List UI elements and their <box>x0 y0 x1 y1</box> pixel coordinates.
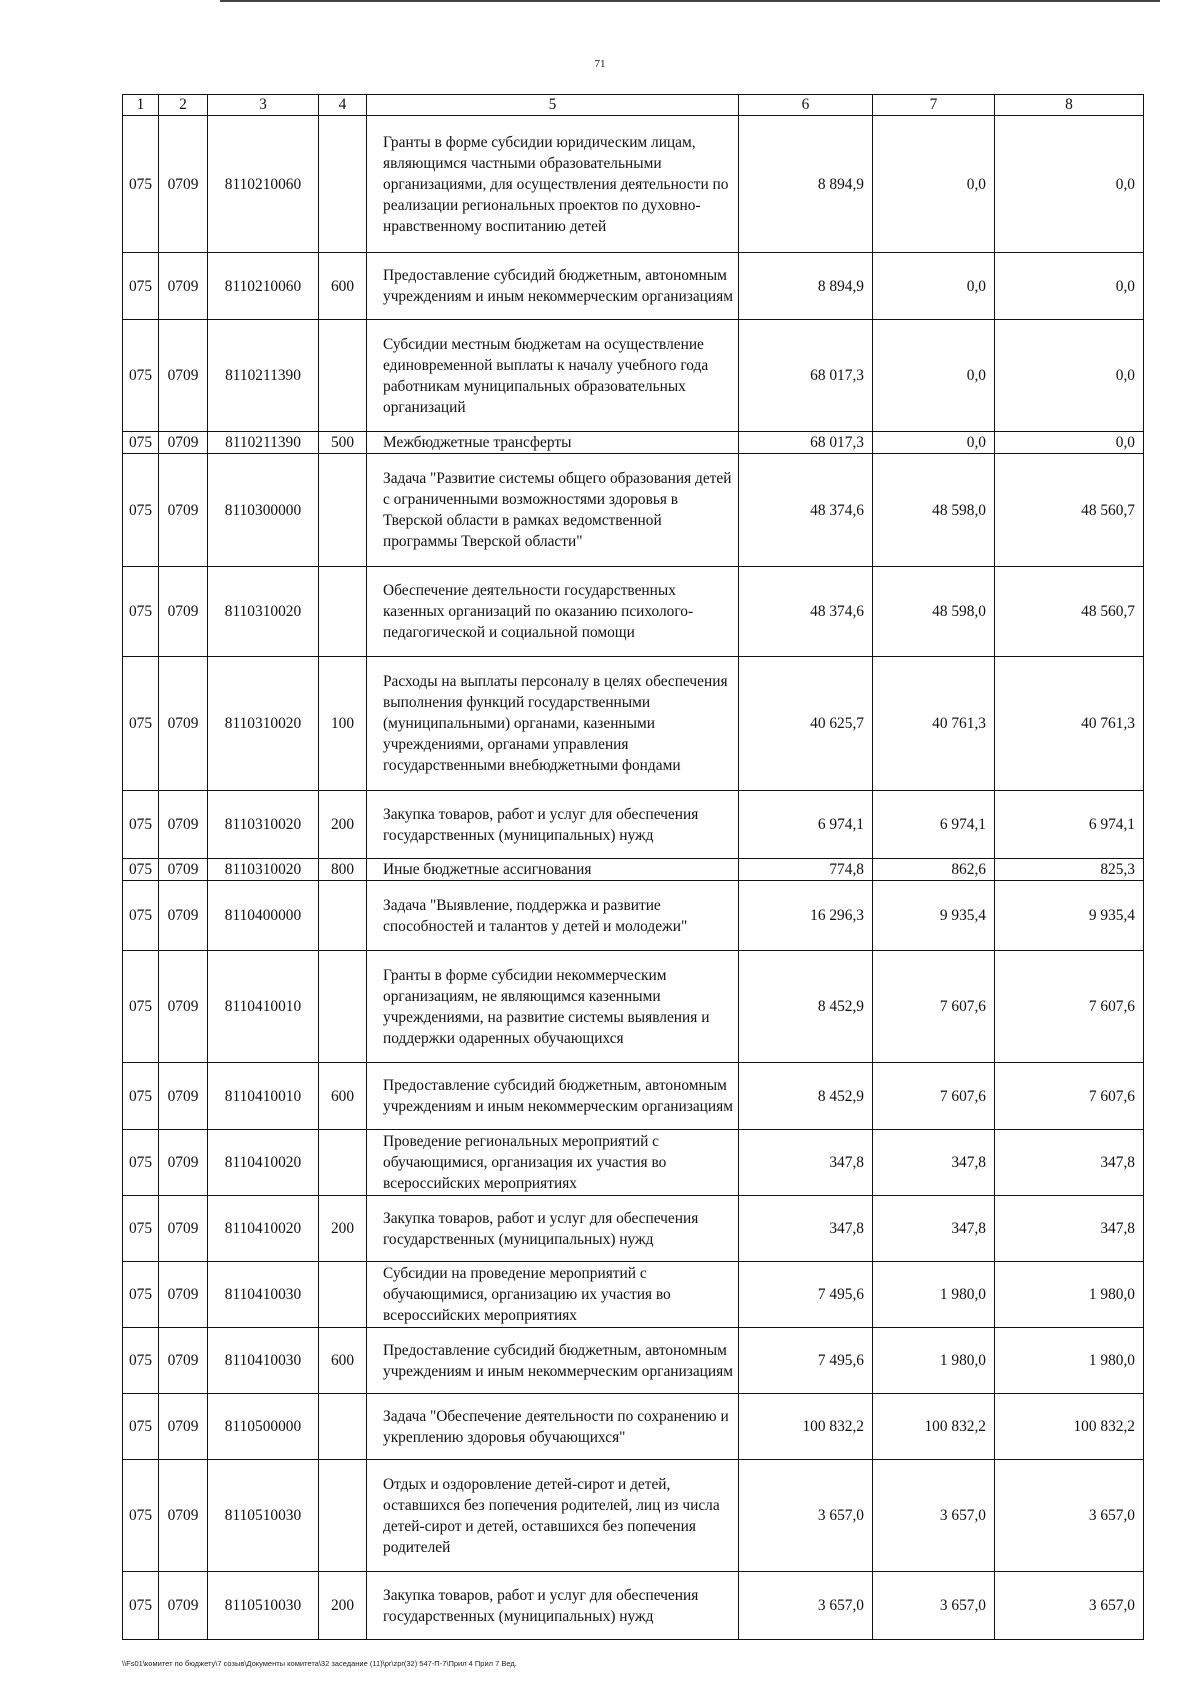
cell-description: Гранты в форме субсидии юридическим лицам, являющимся частными образовательными организациями, для осуществления деятельности по реализации региональных проектов по духовно-нравственному воспитанию детей <box>367 116 739 253</box>
cell-expense-type: 100 <box>319 657 367 791</box>
cell-description: Иные бюджетные ассигнования <box>367 859 739 881</box>
cell-amount-year2: 862,6 <box>873 859 995 881</box>
cell-admin-code: 075 <box>123 657 159 791</box>
cell-target-article: 8110500000 <box>208 1394 319 1460</box>
cell-description: Предоставление субсидий бюджетным, автономным учреждениям и иным некоммерческим организациям <box>367 1063 739 1130</box>
table-row <box>123 320 1144 432</box>
cell-description: Закупка товаров, работ и услуг для обеспечения государственных (муниципальных) нужд <box>367 791 739 859</box>
cell-admin-code: 075 <box>123 1328 159 1394</box>
cell-expense-type <box>319 320 367 432</box>
cell-amount-year2: 9 935,4 <box>873 881 995 951</box>
table-row <box>123 657 1144 791</box>
cell-section-code: 0709 <box>159 951 208 1063</box>
cell-description: Закупка товаров, работ и услуг для обеспечения государственных (муниципальных) нужд <box>367 1572 739 1640</box>
cell-section-code: 0709 <box>159 116 208 253</box>
cell-section-code: 0709 <box>159 454 208 567</box>
cell-section-code: 0709 <box>159 657 208 791</box>
cell-section-code: 0709 <box>159 1196 208 1262</box>
cell-admin-code: 075 <box>123 454 159 567</box>
cell-description: Предоставление субсидий бюджетным, автономным учреждениям и иным некоммерческим организациям <box>367 253 739 320</box>
budget-table <box>122 94 1144 1640</box>
table-row <box>123 116 1144 253</box>
cell-amount-year1: 48 374,6 <box>739 567 873 657</box>
cell-section-code: 0709 <box>159 1460 208 1572</box>
cell-amount-year3: 825,3 <box>995 859 1144 881</box>
cell-expense-type: 200 <box>319 791 367 859</box>
table-row <box>123 1572 1144 1640</box>
cell-admin-code: 075 <box>123 1572 159 1640</box>
cell-amount-year3: 347,8 <box>995 1196 1144 1262</box>
cell-description: Отдых и оздоровление детей-сирот и детей, оставшихся без попечения родителей, лиц из числа детей-сирот и детей, оставшихся без попечения родителей <box>367 1460 739 1572</box>
cell-amount-year1: 3 657,0 <box>739 1460 873 1572</box>
cell-admin-code: 075 <box>123 567 159 657</box>
cell-amount-year3: 0,0 <box>995 432 1144 454</box>
cell-section-code: 0709 <box>159 432 208 454</box>
cell-section-code: 0709 <box>159 567 208 657</box>
cell-amount-year1: 48 374,6 <box>739 454 873 567</box>
cell-amount-year3: 7 607,6 <box>995 1063 1144 1130</box>
cell-target-article: 8110410010 <box>208 1063 319 1130</box>
table-row <box>123 951 1144 1063</box>
cell-admin-code: 075 <box>123 881 159 951</box>
table-row <box>123 859 1144 881</box>
cell-description: Гранты в форме субсидии некоммерческим организациям, не являющимся казенными учреждениями, на развитие системы выявления и поддержки одаренных обучающихся <box>367 951 739 1063</box>
column-header: 2 <box>159 95 208 116</box>
table-row <box>123 253 1144 320</box>
cell-section-code: 0709 <box>159 253 208 320</box>
cell-section-code: 0709 <box>159 881 208 951</box>
cell-target-article: 8110410020 <box>208 1196 319 1262</box>
cell-amount-year2: 1 980,0 <box>873 1262 995 1328</box>
cell-expense-type <box>319 951 367 1063</box>
cell-admin-code: 075 <box>123 1063 159 1130</box>
table-row <box>123 1460 1144 1572</box>
cell-amount-year2: 0,0 <box>873 253 995 320</box>
cell-amount-year3: 1 980,0 <box>995 1328 1144 1394</box>
cell-amount-year3: 9 935,4 <box>995 881 1144 951</box>
cell-expense-type: 800 <box>319 859 367 881</box>
cell-description: Задача "Обеспечение деятельности по сохранению и укреплению здоровья обучающихся" <box>367 1394 739 1460</box>
cell-section-code: 0709 <box>159 1394 208 1460</box>
cell-amount-year1: 347,8 <box>739 1196 873 1262</box>
cell-admin-code: 075 <box>123 432 159 454</box>
column-header: 5 <box>367 95 739 116</box>
cell-target-article: 8110310020 <box>208 567 319 657</box>
column-header: 6 <box>739 95 873 116</box>
cell-expense-type: 600 <box>319 1328 367 1394</box>
cell-target-article: 8110310020 <box>208 791 319 859</box>
cell-section-code: 0709 <box>159 1063 208 1130</box>
cell-expense-type <box>319 881 367 951</box>
cell-amount-year2: 100 832,2 <box>873 1394 995 1460</box>
cell-amount-year3: 100 832,2 <box>995 1394 1144 1460</box>
cell-target-article: 8110510030 <box>208 1460 319 1572</box>
cell-amount-year2: 0,0 <box>873 116 995 253</box>
cell-amount-year2: 7 607,6 <box>873 1063 995 1130</box>
cell-amount-year1: 16 296,3 <box>739 881 873 951</box>
cell-amount-year2: 7 607,6 <box>873 951 995 1063</box>
cell-description: Проведение региональных мероприятий с обучающимися, организация их участия во всероссийских мероприятиях <box>367 1130 739 1196</box>
cell-target-article: 8110210060 <box>208 116 319 253</box>
cell-amount-year3: 0,0 <box>995 320 1144 432</box>
cell-target-article: 8110410030 <box>208 1262 319 1328</box>
cell-target-article: 8110400000 <box>208 881 319 951</box>
cell-section-code: 0709 <box>159 1130 208 1196</box>
cell-description: Закупка товаров, работ и услуг для обеспечения государственных (муниципальных) нужд <box>367 1196 739 1262</box>
cell-amount-year1: 347,8 <box>739 1130 873 1196</box>
cell-amount-year3: 0,0 <box>995 253 1144 320</box>
cell-amount-year2: 0,0 <box>873 320 995 432</box>
footer-file-path: \\Fs01\комитет по бюджету\7 созыв\Документы комитета\32 заседание (11)\pr\zpr(32) 547-П-7\Прил 4 Прил 7 Вед. <box>122 1659 517 1668</box>
table-row <box>123 1328 1144 1394</box>
cell-amount-year3: 347,8 <box>995 1130 1144 1196</box>
cell-expense-type: 200 <box>319 1572 367 1640</box>
cell-amount-year2: 48 598,0 <box>873 567 995 657</box>
cell-amount-year2: 6 974,1 <box>873 791 995 859</box>
cell-amount-year1: 8 894,9 <box>739 253 873 320</box>
cell-amount-year1: 8 452,9 <box>739 1063 873 1130</box>
cell-expense-type: 500 <box>319 432 367 454</box>
cell-expense-type <box>319 1130 367 1196</box>
table-row <box>123 454 1144 567</box>
cell-description: Субсидии местным бюджетам на осуществление единовременной выплаты к началу учебного года работникам муниципальных образовательных организаций <box>367 320 739 432</box>
cell-amount-year2: 1 980,0 <box>873 1328 995 1394</box>
cell-admin-code: 075 <box>123 1196 159 1262</box>
cell-admin-code: 075 <box>123 320 159 432</box>
table-row <box>123 432 1144 454</box>
cell-amount-year3: 48 560,7 <box>995 567 1144 657</box>
cell-admin-code: 075 <box>123 951 159 1063</box>
top-rule <box>220 0 1160 2</box>
cell-description: Задача "Развитие системы общего образования детей с ограниченными возможностями здоровья в Тверской области в рамках ведомственной программы Тверской области" <box>367 454 739 567</box>
cell-amount-year1: 7 495,6 <box>739 1328 873 1394</box>
cell-amount-year1: 68 017,3 <box>739 320 873 432</box>
cell-amount-year3: 3 657,0 <box>995 1460 1144 1572</box>
cell-admin-code: 075 <box>123 1460 159 1572</box>
cell-amount-year2: 347,8 <box>873 1196 995 1262</box>
cell-target-article: 8110211390 <box>208 432 319 454</box>
table-row <box>123 881 1144 951</box>
cell-expense-type <box>319 1460 367 1572</box>
cell-amount-year1: 100 832,2 <box>739 1394 873 1460</box>
cell-expense-type <box>319 1262 367 1328</box>
header-row <box>123 95 1144 116</box>
table-row <box>123 791 1144 859</box>
cell-amount-year2: 0,0 <box>873 432 995 454</box>
cell-section-code: 0709 <box>159 320 208 432</box>
cell-description: Субсидии на проведение мероприятий с обучающимися, организацию их участия во всероссийских мероприятиях <box>367 1262 739 1328</box>
cell-amount-year2: 40 761,3 <box>873 657 995 791</box>
column-header: 1 <box>123 95 159 116</box>
cell-admin-code: 075 <box>123 859 159 881</box>
cell-expense-type: 200 <box>319 1196 367 1262</box>
cell-amount-year3: 48 560,7 <box>995 454 1144 567</box>
cell-section-code: 0709 <box>159 859 208 881</box>
cell-description: Задача "Выявление, поддержка и развитие способностей и талантов у детей и молодежи" <box>367 881 739 951</box>
cell-target-article: 8110310020 <box>208 657 319 791</box>
cell-amount-year1: 40 625,7 <box>739 657 873 791</box>
cell-amount-year3: 6 974,1 <box>995 791 1144 859</box>
cell-expense-type <box>319 454 367 567</box>
table-row <box>123 1196 1144 1262</box>
cell-amount-year2: 48 598,0 <box>873 454 995 567</box>
cell-section-code: 0709 <box>159 791 208 859</box>
cell-amount-year2: 3 657,0 <box>873 1572 995 1640</box>
cell-target-article: 8110210060 <box>208 253 319 320</box>
cell-expense-type <box>319 567 367 657</box>
table-row <box>123 1262 1144 1328</box>
cell-admin-code: 075 <box>123 1130 159 1196</box>
table-row <box>123 1394 1144 1460</box>
cell-expense-type <box>319 1394 367 1460</box>
cell-target-article: 8110310020 <box>208 859 319 881</box>
cell-expense-type: 600 <box>319 253 367 320</box>
column-header: 8 <box>995 95 1144 116</box>
cell-section-code: 0709 <box>159 1262 208 1328</box>
table-row <box>123 1063 1144 1130</box>
cell-target-article: 8110410020 <box>208 1130 319 1196</box>
cell-description: Обеспечение деятельности государственных казенных организаций по оказанию психолого-педагогической и социальной помощи <box>367 567 739 657</box>
column-header: 7 <box>873 95 995 116</box>
cell-description: Межбюджетные трансферты <box>367 432 739 454</box>
cell-amount-year3: 3 657,0 <box>995 1572 1144 1640</box>
cell-expense-type <box>319 116 367 253</box>
cell-section-code: 0709 <box>159 1328 208 1394</box>
column-header: 3 <box>208 95 319 116</box>
cell-amount-year3: 40 761,3 <box>995 657 1144 791</box>
cell-admin-code: 075 <box>123 116 159 253</box>
cell-amount-year1: 68 017,3 <box>739 432 873 454</box>
cell-admin-code: 075 <box>123 791 159 859</box>
table-row <box>123 1130 1144 1196</box>
cell-amount-year2: 347,8 <box>873 1130 995 1196</box>
cell-amount-year3: 0,0 <box>995 116 1144 253</box>
cell-target-article: 8110211390 <box>208 320 319 432</box>
cell-amount-year3: 1 980,0 <box>995 1262 1144 1328</box>
cell-target-article: 8110510030 <box>208 1572 319 1640</box>
cell-amount-year1: 8 452,9 <box>739 951 873 1063</box>
column-header: 4 <box>319 95 367 116</box>
cell-target-article: 8110410030 <box>208 1328 319 1394</box>
table-row <box>123 567 1144 657</box>
cell-target-article: 8110410010 <box>208 951 319 1063</box>
cell-amount-year1: 6 974,1 <box>739 791 873 859</box>
cell-section-code: 0709 <box>159 1572 208 1640</box>
cell-description: Расходы на выплаты персоналу в целях обеспечения выполнения функций государственными (муниципальными) органами, казенными учреждениями, органами управления государственными внебюджетными фондами <box>367 657 739 791</box>
cell-amount-year1: 8 894,9 <box>739 116 873 253</box>
cell-amount-year1: 7 495,6 <box>739 1262 873 1328</box>
cell-admin-code: 075 <box>123 1262 159 1328</box>
cell-amount-year2: 3 657,0 <box>873 1460 995 1572</box>
cell-target-article: 8110300000 <box>208 454 319 567</box>
cell-amount-year3: 7 607,6 <box>995 951 1144 1063</box>
cell-expense-type: 600 <box>319 1063 367 1130</box>
cell-admin-code: 075 <box>123 1394 159 1460</box>
cell-amount-year1: 3 657,0 <box>739 1572 873 1640</box>
cell-amount-year1: 774,8 <box>739 859 873 881</box>
cell-admin-code: 075 <box>123 253 159 320</box>
page-number: 71 <box>594 58 606 70</box>
cell-description: Предоставление субсидий бюджетным, автономным учреждениям и иным некоммерческим организациям <box>367 1328 739 1394</box>
